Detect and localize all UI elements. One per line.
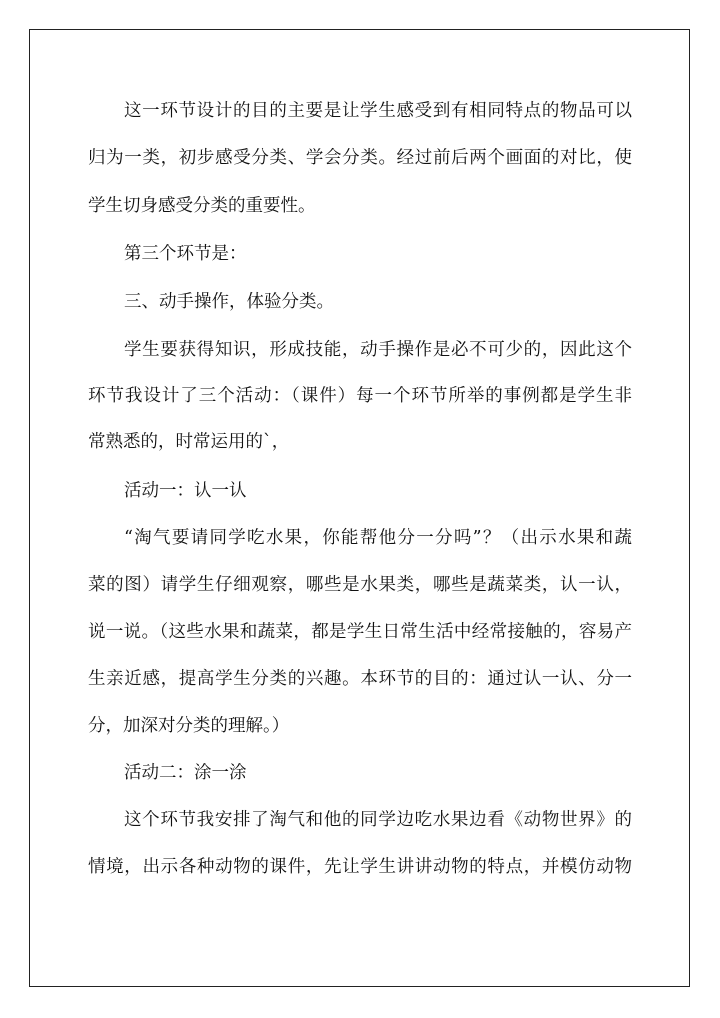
paragraph-8-line-2: 情境，出示各种动物的课件，先让学生讲讲动物的特点，并模仿动物 xyxy=(88,857,632,877)
paragraph-6-line-3: 说一说。（这些水果和蔬菜，都是学生日常生活中经常接触的，容易产 xyxy=(88,622,632,642)
page-border xyxy=(29,29,690,987)
paragraph-2-line-1: 第三个环节是： xyxy=(124,244,247,264)
paragraph-1-line-2: 归为一类，初步感受分类、学会分类。经过前后两个画面的对比，使 xyxy=(88,148,632,168)
paragraph-1-line-3: 学生切身感受分类的重要性。 xyxy=(88,196,316,216)
paragraph-8-line-1: 这个环节我安排了淘气和他的同学边吃水果边看《动物世界》的 xyxy=(124,810,632,830)
paragraph-4-line-3: 常熟悉的，时常运用的`， xyxy=(88,432,290,452)
paragraph-1-line-1: 这一环节设计的目的主要是让学生感受到有相同特点的物品可以 xyxy=(124,101,632,121)
paragraph-6-line-4: 生亲近感，提高学生分类的兴趣。本环节的目的：通过认一认、分一 xyxy=(88,669,632,689)
activity-1-heading: 活动一：认一认 xyxy=(124,481,247,501)
paragraph-4-line-2: 环节我设计了三个活动：（课件）每一个环节所举的事例都是学生非 xyxy=(88,386,632,406)
paragraph-6-line-1: “淘气要请同学吃水果，你能帮他分一分吗”？（出示水果和蔬 xyxy=(124,528,632,548)
paragraph-4-line-1: 学生要获得知识，形成技能，动手操作是必不可少的，因此这个 xyxy=(124,340,632,360)
paragraph-6-line-2: 菜的图）请学生仔细观察，哪些是水果类，哪些是蔬菜类，认一认， xyxy=(88,575,632,595)
paragraph-6-line-5: 分，加深对分类的理解。） xyxy=(88,716,290,736)
section-heading: 三、动手操作，体验分类。 xyxy=(124,292,334,312)
activity-2-heading: 活动二：涂一涂 xyxy=(124,763,247,783)
